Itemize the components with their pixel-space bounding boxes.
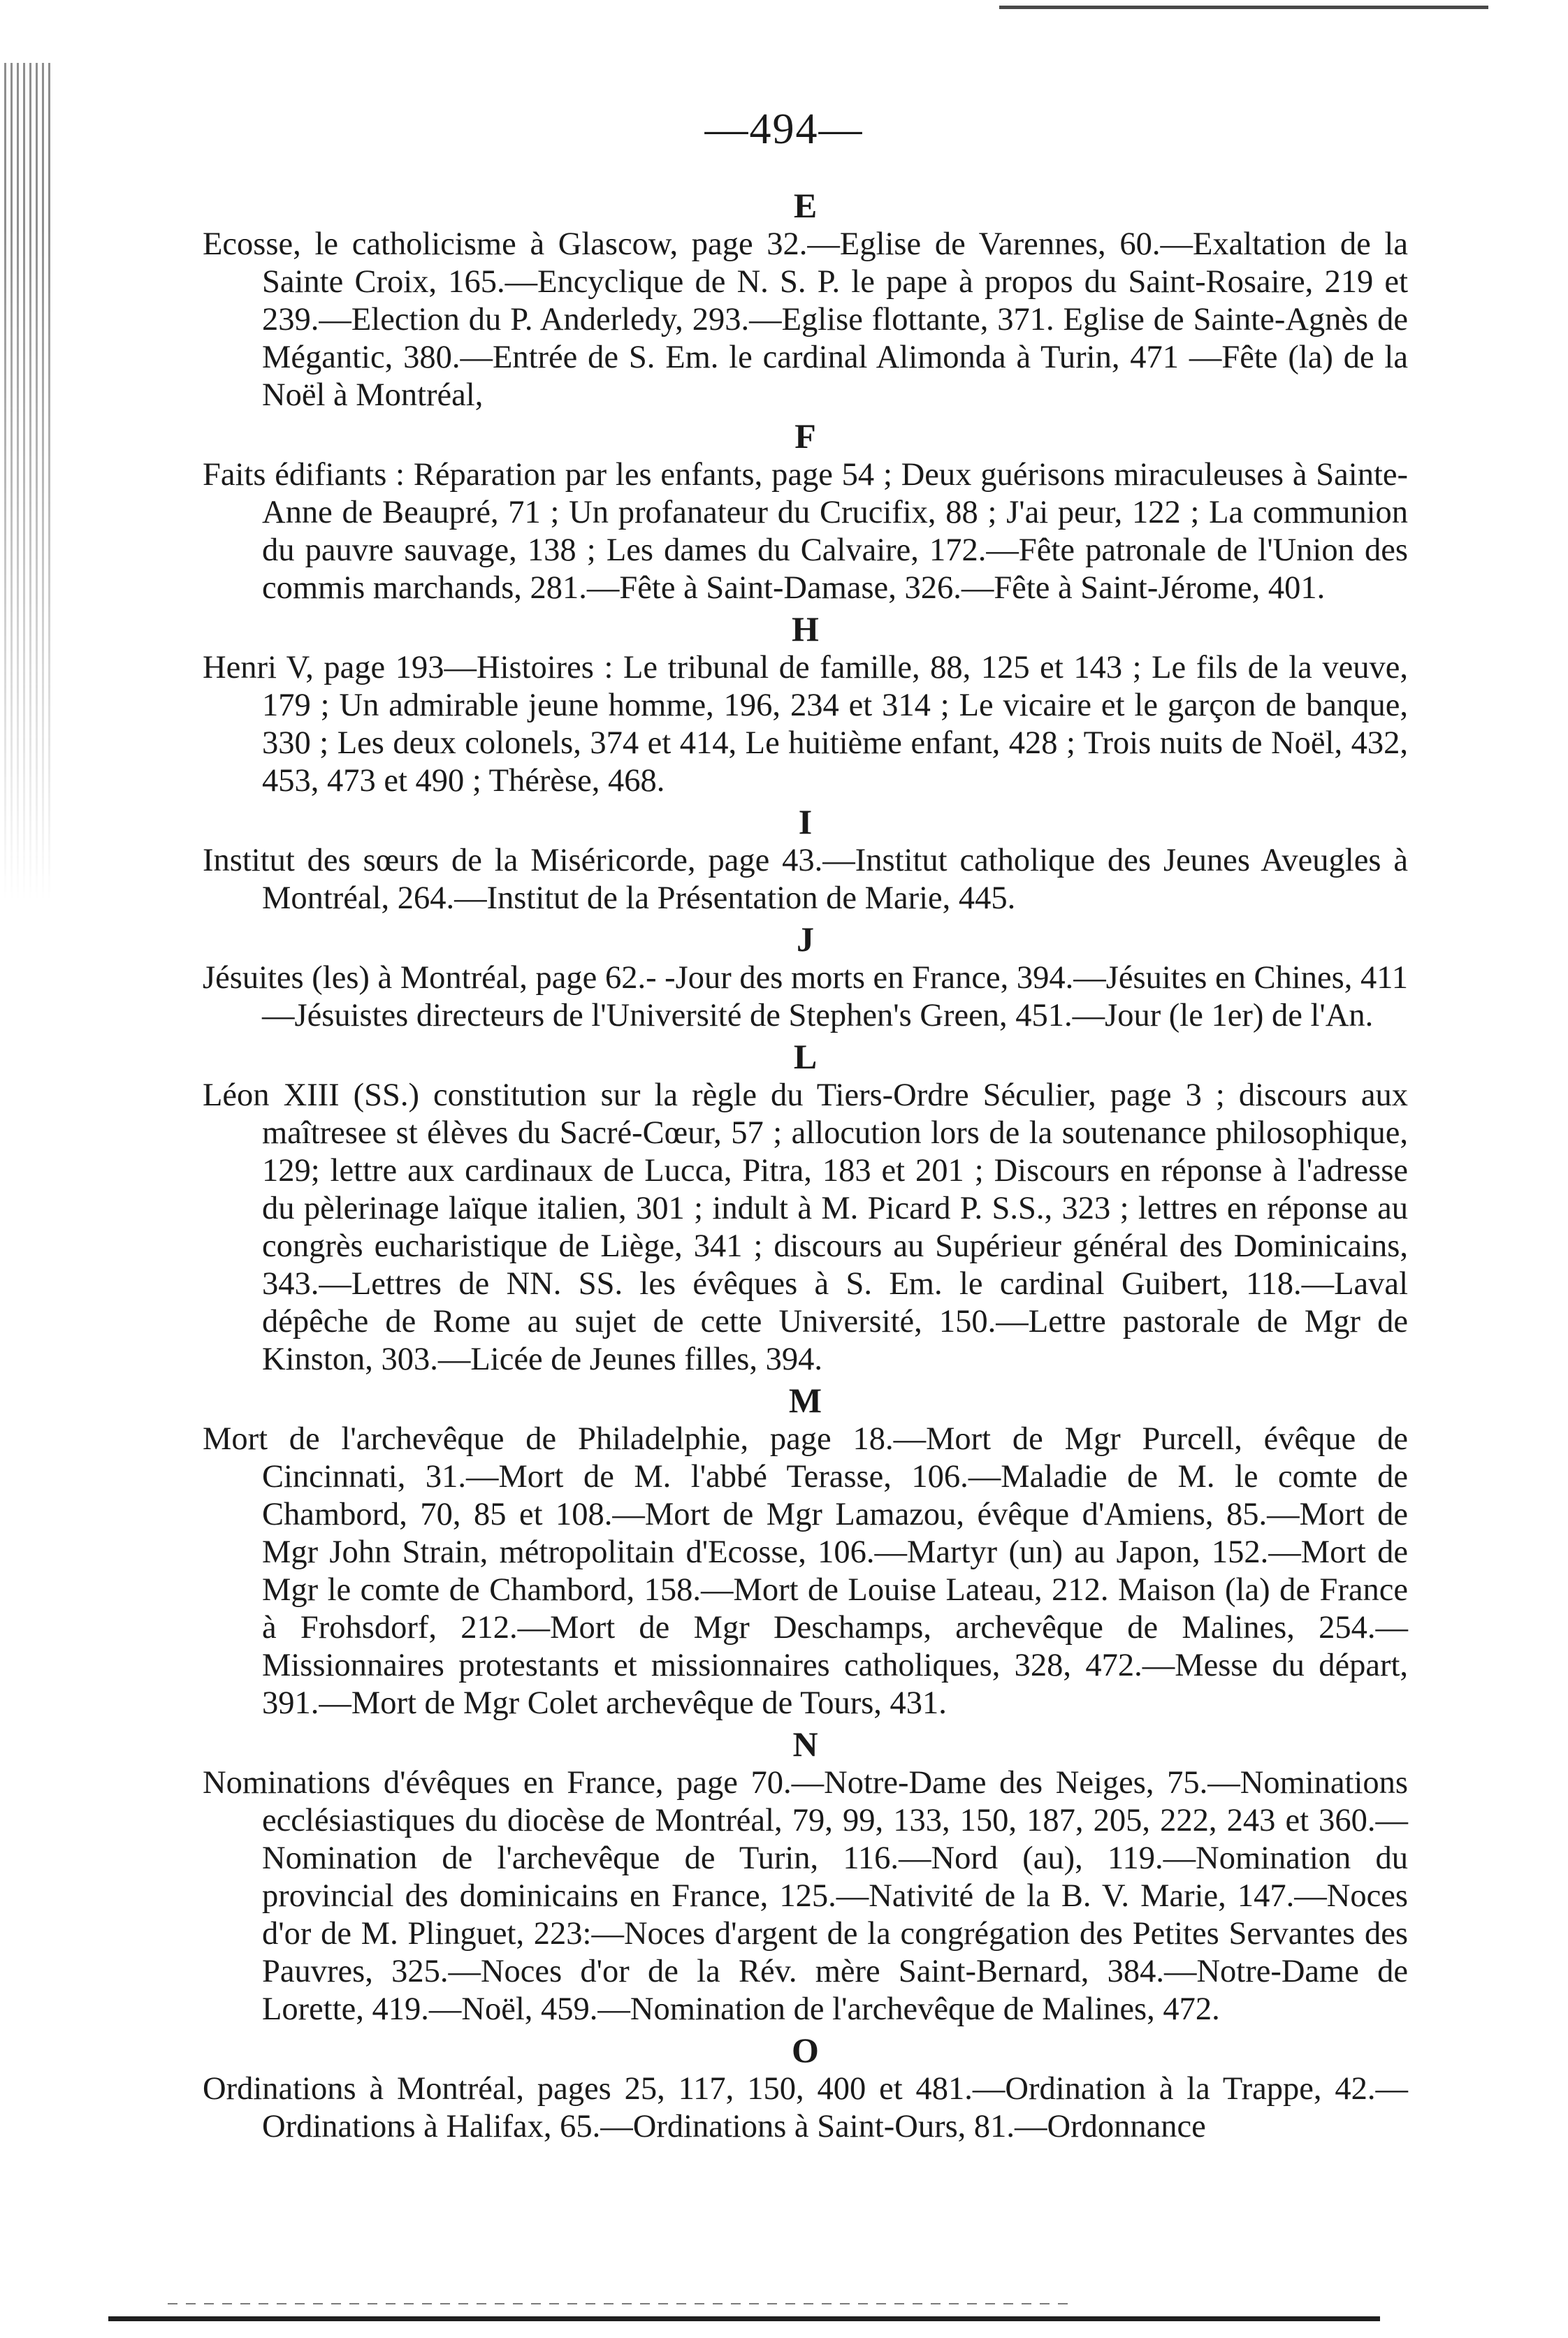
section-letter-f: F [794,416,816,456]
section-letter-h: H [792,609,819,648]
index-entry: Institut des sœurs de la Miséricorde, page 43.—Institut catholique des Jeunes Aveugles à Montréal, 264.—Institut de la Présentation de Marie, 445. [203,843,1408,916]
binding-margin-marks [4,63,53,901]
index-entry: Mort de l'archevêque de Philadelphie, page 18.—Mort de Mgr Purcell, évêque de Cincinnati, 31.—Mort de M. l'abbé Terasse, 106.—Maladie de M. le comte de Chambord, 70, 85 et 108.—Mort de Mgr Lamazou, évêque d'Amiens, 85.—Mort de Mgr John Strain, métropolitain d'Ecosse, 106.—Martyr (un) au Japon, 152.—Mort de Mgr le comte de Chambord, 158.—Mort de Louise Lateau, 212. Maison (la) de France à Frohsdorf, 212.—Mort de Mgr Deschamps, archevêque de Malines, 254.—Missionnaires protestants et missionnaires catholiques, 328, 472.—Messe du départ, 391.—Mort de Mgr Colet archevêque de Tours, 431. [203,1421,1408,1721]
index-entry: Faits édifiants : Réparation par les enfants, page 54 ; Deux guérisons miraculeuses à Sainte-Anne de Beaupré, 71 ; Un profanateur du Crucifix, 88 ; J'ai peur, 122 ; La communion du pauvre sauvage, 138 ; Les dames du Calvaire, 172.—Fête patronale de l'Union des commis marchands, 281.—Fête à Saint-Damase, 326.—Fête à Saint-Jérome, 401. [203,457,1408,606]
section-letter-i: I [798,802,813,841]
section-letter-m: M [788,1381,822,1420]
section-letter-o: O [792,2031,819,2070]
page-number [0,105,1568,154]
section-letter-l: L [793,1037,818,1076]
bottom-rule [108,2316,1380,2321]
bottom-dashed-rule [168,2303,1076,2304]
page-number-value: — 494 — [705,106,864,153]
index-entry: Jésuites (les) à Montréal, page 62.- -Jour des morts en France, 394.—Jésuites en Chines, 411 —Jésuistes directeurs de l'Université de Stephen's Green, 451.—Jour (le 1er) de l'An. [203,960,1408,1033]
index-entry: Léon XIII (SS.) constitution sur la règle du Tiers-Ordre Séculier, page 3 ; discours aux maîtresee st élèves du Sacré-Cœur, 57 ; allocution lors de la soutenance philosophique, 129; lettre aux cardinaux de Lucca, Pitra, 183 et 201 ; Discours en réponse à l'adresse du pèlerinage laïque italien, 301 ; indult à M. Picard P. S.S., 323 ; lettres en réponse au congrès eucharistique de Liège, 341 ; discours au Supérieur général des Dominicains, 343.—Lettres de NN. SS. les évêques à S. Em. le cardinal Guibert, 118.—Laval dépêche de Rome au sujet de cette Université, 150.—Lettre pastorale de Mgr de Kinston, 303.—Licée de Jeunes filles, 394. [203,1077,1408,1377]
index-entry: Henri V, page 193—Histoires : Le tribunal de famille, 88, 125 et 143 ; Le fils de la veuve, 179 ; Un admirable jeune homme, 196, 234 et 314 ; Le vicaire et le garçon de banque, 330 ; Les deux colonels, 374 et 414, Le huitième enfant, 428 ; Trois nuits de Noël, 432, 453, 473 et 490 ; Thérèse, 468. [203,650,1408,799]
index-entry: Ordinations à Montréal, pages 25, 117, 150, 400 et 481.—Ordination à la Trappe, 42.—Ordinations à Halifax, 65.—Ordinations à Saint-Ours, 81.—Ordonnance [203,2071,1408,2144]
index-content [203,185,1408,2147]
section-letter-n: N [792,1725,818,1764]
index-entry: Nominations d'évêques en France, page 70.—Notre-Dame des Neiges, 75.—Nominations ecclésiastiques du diocèse de Montréal, 79, 99, 133, 150, 187, 205, 222, 243 et 360.—Nomination de l'archevêque de Turin, 116.—Nord (au), 119.—Nomination du provincial des dominicains en France, 125.—Nativité de la B. V. Marie, 147.—Noces d'or de M. Plinguet, 223:—Noces d'argent de la congrégation des Petites Servantes des Pauvres, 325.—Noces d'or de la Rév. mère Saint-Bernard, 384.—Notre-Dame de Lorette, 419.—Noël, 459.—Nomination de l'archevêque de Malines, 472. [203,1765,1408,2027]
index-entry: Ecosse, le catholicisme à Glascow, page 32.—Eglise de Varennes, 60.—Exaltation de la Sainte Croix, 165.—Encyclique de N. S. P. le pape à propos du Saint-Rosaire, 219 et 239.—Election du P. Anderledy, 293.—Eglise flottante, 371. Eglise de Sainte-Agnès de Mégantic, 380.—Entrée de S. Em. le cardinal Alimonda à Turin, 471 —Fête (la) de la Noël à Montréal, [203,226,1408,413]
section-letter-e: E [793,186,818,225]
top-rule [999,6,1488,9]
section-letter-j: J [797,920,814,959]
